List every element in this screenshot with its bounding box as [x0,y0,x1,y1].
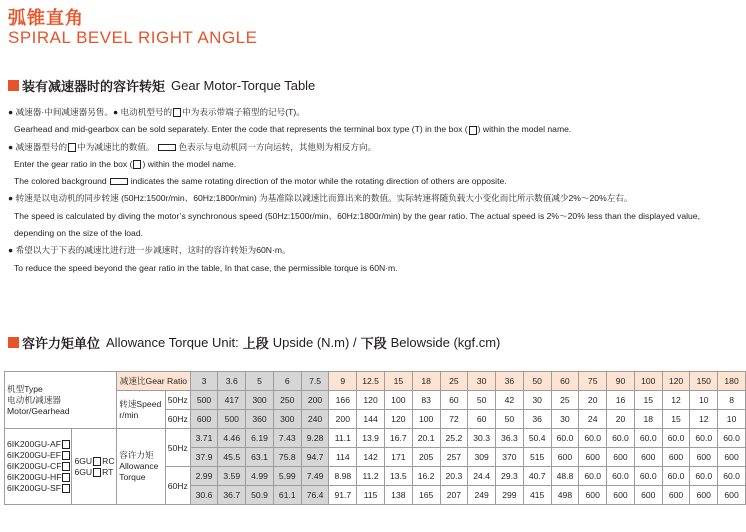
model-name: 6IK200GU-SF [7,483,71,494]
speed60-cell: 120 [384,410,412,429]
torque-cell: 76.4 [301,486,329,505]
torque-cell: 37.9 [190,448,218,467]
section-square-icon [8,337,19,348]
torque-cell: 2.99 [190,467,218,486]
torque-cell: 40.7 [523,467,551,486]
torque-cell: 600 [607,448,635,467]
speed60-cell: 30 [551,410,579,429]
gear-ratio-label: 减速比Gear Ratio [117,372,190,391]
hz50-label: 50Hz [165,391,190,410]
note-3-en-2: depending on the size of the load. [14,228,144,239]
gear-ratio-cell: 30 [468,372,496,391]
note-4-en: To reduce the speed beyond the gear ratio in the table, In that case, the permissible torque is 60N·m. [14,262,398,273]
speed60-cell: 20 [607,410,635,429]
torque-cell: 11.1 [329,429,357,448]
torque-cell: 16.2 [412,467,440,486]
torque-cell: 600 [579,486,607,505]
upper-label-en: Upside (N.m) / [272,335,357,350]
torque-cell: 75.8 [273,448,301,467]
torque-cell: 5.99 [273,467,301,486]
speed50-cell: 15 [634,391,662,410]
table-row [5,372,746,391]
torque-cell: 48.8 [551,467,579,486]
torque-cell: 207 [440,486,468,505]
speed50-cell: 25 [551,391,579,410]
torque-cell: 6.19 [246,429,274,448]
torque-cell: 60.0 [690,467,718,486]
hz60-label: 60Hz [165,410,190,429]
torque-cell: 63.1 [246,448,274,467]
speed60-cell: 15 [662,410,690,429]
gear-ratio-cell: 6 [273,372,301,391]
gear-ratio-cell: 9 [329,372,357,391]
speed50-cell: 50 [468,391,496,410]
gear-ratio-cell: 100 [634,372,662,391]
torque-cell: 498 [551,486,579,505]
torque-cell: 600 [579,448,607,467]
note-2-cn: ● 减速器型号的 中为减速比的数值。 色表示与电动机同一方向运转，其他则为相反方向。 [8,141,377,152]
speed60-cell: 200 [329,410,357,429]
torque-cell: 171 [384,448,412,467]
speed60-cell: 10 [718,410,746,429]
torque-cell: 309 [468,448,496,467]
section2-title-cn: 容许力矩单位 [22,336,101,351]
model-header-text: 电动机/减速器 [7,394,61,405]
gearhead-name: 6GU RC [74,455,115,466]
torque-cell: 600 [662,486,690,505]
torque-cell: 257 [440,448,468,467]
box-icon [62,484,70,493]
torque-cell: 36.3 [496,429,524,448]
speed60-cell: 600 [190,410,218,429]
torque-cell: 415 [523,486,551,505]
speed60-cell: 24 [579,410,607,429]
speed50-cell: 20 [579,391,607,410]
speed60-cell: 100 [412,410,440,429]
gear-ratio-cell: 3 [190,372,218,391]
torque-cell: 94.7 [301,448,329,467]
gearhead-cell [72,429,117,505]
speed50-cell: 8 [718,391,746,410]
torque-cell: 142 [357,448,385,467]
torque-cell: 30.6 [190,486,218,505]
note-1-cn: ● 减速器·中间减速器另售。● 电动机型号的 中为表示带端子箱型的记号(T)。 [8,107,305,117]
speed50-cell: 417 [218,391,246,410]
torque-cell: 3.71 [190,429,218,448]
gear-ratio-cell: 15 [384,372,412,391]
box-icon [62,462,70,471]
speed60-cell: 360 [246,410,274,429]
torque-cell: 60.0 [579,429,607,448]
box-icon [62,451,70,460]
page-title-cn: 弧锥直角 [8,8,84,28]
torque-cell: 13.9 [357,429,385,448]
torque-cell: 600 [718,448,746,467]
section-square-icon [8,80,19,91]
note-2-en-2: The colored background indicates the same rotating direction of the motor while the rotating direction of others are opposite. [14,176,507,187]
page-title-en: SPIRAL BEVEL RIGHT ANGLE [8,28,258,47]
speed-label-cell [117,391,166,429]
torque-cell: 50.4 [523,429,551,448]
speed50-cell: 100 [384,391,412,410]
speed50-cell: 83 [412,391,440,410]
note-3-cn: ● 转速是以电动机的同步转速 (50Hz:1500r/min、60Hz:1800r/min) 为基准除以减速比而算出来的数值。实际转速将随负载大小变化而比所示数值减少2%～20%左右。 [8,193,633,204]
torque-label-text: Allowance [119,461,159,471]
torque-cell: 115 [357,486,385,505]
speed60-cell: 12 [690,410,718,429]
box-icon [93,468,101,477]
box-icon [68,143,76,152]
speed50-cell: 166 [329,391,357,410]
torque-cell: 36.7 [218,486,246,505]
torque-cell: 60.0 [662,429,690,448]
speed60-cell: 18 [634,410,662,429]
speed50-cell: 250 [273,391,301,410]
speed60-cell: 144 [357,410,385,429]
torque-cell: 114 [329,448,357,467]
speed50-cell: 60 [440,391,468,410]
models-cell [5,429,72,505]
torque-label-text: Torque [119,472,146,482]
gear-ratio-cell: 75 [579,372,607,391]
torque-table [4,371,746,505]
box-icon [62,473,70,482]
gear-ratio-cell: 18 [412,372,440,391]
section-torque-table-heading [8,76,315,95]
torque-cell: 8.98 [329,467,357,486]
speed50-cell: 200 [301,391,329,410]
torque-cell: 138 [384,486,412,505]
speed60-cell: 60 [468,410,496,429]
model-name: 6IK200GU-CF [7,461,71,472]
gear-ratio-cell: 180 [718,372,746,391]
model-name: 6IK200GU-AF [7,439,71,450]
torque-cell: 165 [412,486,440,505]
torque-cell: 600 [634,448,662,467]
torque-cell: 20.3 [440,467,468,486]
torque-cell: 91.7 [329,486,357,505]
speed60-cell: 300 [273,410,301,429]
torque-cell: 24.4 [468,467,496,486]
torque-cell: 60.0 [579,467,607,486]
torque-cell: 7.43 [273,429,301,448]
torque-cell: 600 [690,448,718,467]
box-icon [93,457,101,466]
torque-cell: 13.5 [384,467,412,486]
speed50-cell: 500 [190,391,218,410]
speed60-cell: 36 [523,410,551,429]
model-name: 6IK200GU-EF [7,450,71,461]
torque-cell: 60.0 [607,467,635,486]
torque-cell: 61.1 [273,486,301,505]
torque-cell: 299 [496,486,524,505]
lower-label-cn: 下段 [360,336,387,351]
torque-cell: 515 [523,448,551,467]
gear-ratio-cell: 60 [551,372,579,391]
torque-cell: 4.46 [218,429,246,448]
torque-cell: 600 [662,448,690,467]
box-icon [469,126,477,135]
speed60-cell: 240 [301,410,329,429]
torque-cell: 9.28 [301,429,329,448]
torque-cell: 600 [551,448,579,467]
model-header-text: Motor/Gearhead [7,405,70,416]
speed50-cell: 120 [357,391,385,410]
model-header-text: 机型Type [7,383,43,394]
speed50-cell: 42 [496,391,524,410]
torque-cell: 16.7 [384,429,412,448]
torque-cell: 3.59 [218,467,246,486]
gear-ratio-cell: 36 [496,372,524,391]
gear-ratio-cell: 7.5 [301,372,329,391]
gear-ratio-cell: 3.6 [218,372,246,391]
table-row [5,429,746,448]
torque-cell: 600 [690,486,718,505]
gear-ratio-cell: 5 [246,372,274,391]
torque-cell: 60.0 [718,467,746,486]
note-1-en: Gearhead and mid-gearbox can be sold separately. Enter the code that represents the terminal box type (T) in the box ( ) within the model name. [14,124,572,135]
torque-cell: 25.2 [440,429,468,448]
speed50-cell: 12 [662,391,690,410]
speed-label-text: 转速Speed [119,398,162,409]
torque-cell: 600 [607,486,635,505]
torque-cell: 11.2 [357,467,385,486]
speed60-cell: 500 [218,410,246,429]
torque-cell: 60.0 [690,429,718,448]
torque-cell: 20.1 [412,429,440,448]
section2-title-en: Allowance Torque Unit: [106,335,239,350]
speed60-cell: 50 [496,410,524,429]
torque-label-cell [117,429,166,505]
model-header-cell [5,372,117,429]
torque-cell: 4.99 [246,467,274,486]
torque-cell: 60.0 [718,429,746,448]
color-swatch-icon [110,178,128,185]
gear-ratio-cell: 12.5 [357,372,385,391]
model-name: 6IK200GU-HF [7,472,71,483]
torque-cell: 60.0 [551,429,579,448]
notes-block [8,104,744,277]
speed50-cell: 300 [246,391,274,410]
torque-cell: 600 [634,486,662,505]
speed50-cell: 16 [607,391,635,410]
hz50-label: 50Hz [165,429,190,467]
torque-cell: 370 [496,448,524,467]
gear-ratio-cell: 120 [662,372,690,391]
gear-ratio-cell: 25 [440,372,468,391]
note-3-en-1: The speed is calculated by diving the motor’s synchronous speed (50Hz:1500r/min、60Hz:1800r/min) by the gear ratio. The actual speed is 2%～20% less than the displayed value, [14,210,700,221]
note-2-en-1: Enter the gear ratio in the box ( ) within the model name. [14,158,237,169]
gear-ratio-cell: 50 [523,372,551,391]
box-icon [173,108,181,117]
torque-cell: 45.5 [218,448,246,467]
gear-ratio-cell: 90 [607,372,635,391]
section-title-en: Gear Motor-Torque Table [171,78,316,93]
box-icon [62,440,70,449]
torque-cell: 60.0 [607,429,635,448]
torque-label-text: 容许力矩 [119,450,154,460]
hz60-label: 60Hz [165,467,190,505]
speed50-cell: 10 [690,391,718,410]
section-title-cn: 装有减速器时的容许转矩 [22,79,166,94]
torque-cell: 29.3 [496,467,524,486]
gear-ratio-cell: 150 [690,372,718,391]
torque-cell: 60.0 [662,467,690,486]
speed60-cell: 72 [440,410,468,429]
lower-label-en: Belowside (kgf.cm) [390,335,501,350]
torque-cell: 30.3 [468,429,496,448]
torque-cell: 60.0 [634,467,662,486]
color-swatch-icon [158,144,176,151]
speed50-cell: 30 [523,391,551,410]
torque-cell: 600 [718,486,746,505]
box-icon [133,160,141,169]
note-4-cn: ● 希望以大于下表的减速比进行进一步减速时，这时的容许转矩为60N·m。 [8,245,291,256]
torque-cell: 7.49 [301,467,329,486]
upper-label-cn: 上段 [242,336,269,351]
speed-label-text: r/min [119,409,139,420]
torque-cell: 205 [412,448,440,467]
torque-cell: 50.9 [246,486,274,505]
section-allowance-torque-heading [8,333,500,352]
gearhead-name: 6GU RT [74,466,114,477]
torque-cell: 60.0 [634,429,662,448]
torque-cell: 249 [468,486,496,505]
